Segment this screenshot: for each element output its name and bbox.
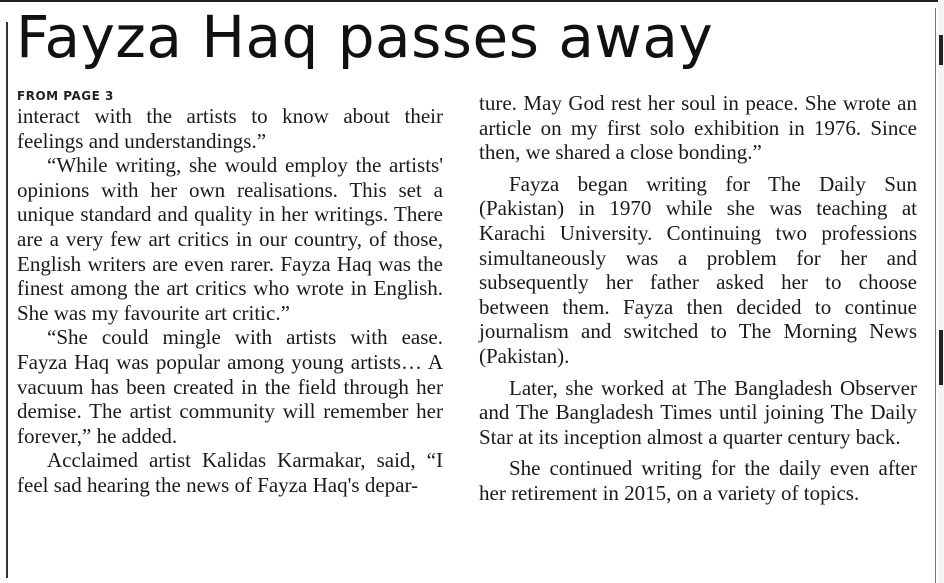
- paragraph: “She could mingle with artists with ease. Fayza Haq was popular among young artists… A vacuum has been created in the field through her demise. The artist community will remember her forever,” he added.: [17, 325, 443, 448]
- paragraph: Fayza began writing for The Daily Sun (Pakistan) in 1970 while she was teaching at Karachi University. Continuing two professions simultaneously was a problem for her and subsequently her father asked her to choose between them. Fayza then decided to continue journalism and switched to The Morning News (Pakistan).: [479, 171, 917, 368]
- jump-line: FROM PAGE 3: [17, 89, 114, 103]
- right-column-rule: [935, 8, 936, 583]
- paragraph-continued: interact with the artists to know about their feelings and understandings.”: [17, 104, 443, 153]
- paragraph: Acclaimed artist Kalidas Karmakar, said, “I feel sad hearing the news of Fayza Haq's depar-: [17, 448, 443, 497]
- adjacent-page-mark: [939, 35, 943, 65]
- adjacent-page-mark: [939, 330, 943, 385]
- article-column-left: [17, 88, 443, 498]
- paragraph: She continued writing for the daily even after her retirement in 2015, on a variety of topics.: [479, 456, 917, 505]
- article-headline: Fayza Haq passes away: [16, 3, 714, 71]
- paragraph-continued: ture. May God rest her soul in peace. She wrote an article on my first solo exhibition in 1976. Since then, we shared a close bonding.”: [479, 91, 917, 165]
- paragraph: Later, she worked at The Bangladesh Observer and The Bangladesh Times until joining The Daily Star at its inception almost a quarter century back.: [479, 375, 917, 449]
- article-column-right: [479, 91, 917, 506]
- left-column-rule: [6, 22, 8, 578]
- adjacent-page-edge: [938, 0, 944, 583]
- paragraph: “While writing, she would employ the artists' opinions with her own realisations. This set a unique standard and quality in her writings. There are a very few art critics in our country, of those, English writers are even rarer. Fayza Haq was the finest among the art critics who wrote in English. She was my favourite art critic.”: [17, 153, 443, 325]
